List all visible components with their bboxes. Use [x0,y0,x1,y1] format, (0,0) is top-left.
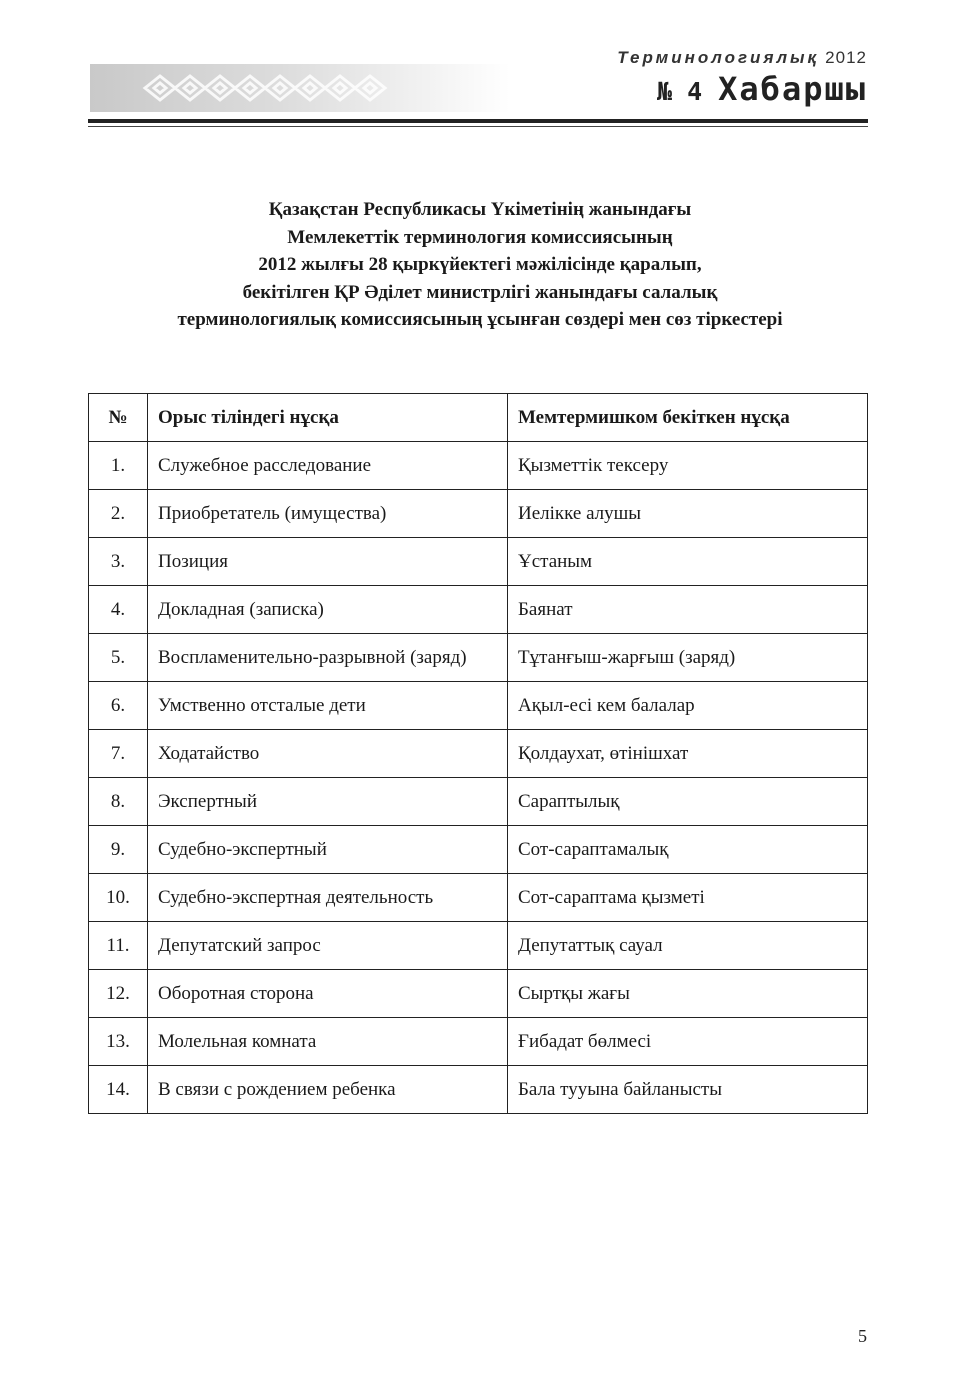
table-row [89,538,868,586]
table-row [89,970,868,1018]
header-kazakh: Мемтермишком бекіткен нұсқа [508,394,868,442]
document-title [90,196,870,334]
row-number: 4. [89,586,148,634]
table-row [89,586,868,634]
title-line: 2012 жылғы 28 қыркүйектегі мәжілісінде қаралып, [258,254,702,275]
kazakh-term: Иелікке алушы [508,490,868,538]
issue-number: № 4 [656,77,703,106]
russian-term: Молельная комната [148,1018,508,1066]
journal-year: 2012 [825,48,867,67]
table-row [89,442,868,490]
row-number: 8. [89,778,148,826]
table-row [89,1018,868,1066]
title-line: терминологиялық комиссиясының ұсынған сөздері мен сөз тіркестері [177,309,783,330]
row-number: 13. [89,1018,148,1066]
row-number: 2. [89,490,148,538]
title-line: бекітілген ҚР Әділет министрлігі жанындағы салалық [242,281,718,303]
page-number: 5 [858,1326,867,1346]
russian-term: Докладная (записка) [148,586,508,634]
header-rule-thin [88,126,868,127]
russian-term: Ходатайство [148,730,508,778]
row-number: 5. [89,634,148,682]
russian-term: Служебное расследование [148,442,508,490]
russian-term: В связи с рождением ребенка [148,1066,508,1114]
title-line: Мемлекеттік терминология комиссиясының [287,226,673,248]
table-row [89,730,868,778]
header-number: № [89,394,148,442]
title-line: Қазақстан Республикасы Үкіметінің жанындағы [268,199,692,220]
journal-title: Терминологиялық [617,48,820,67]
table-row [89,1066,868,1114]
table-row [89,490,868,538]
bulletin-title: Хабаршы [718,70,867,108]
russian-term: Депутатский запрос [148,922,508,970]
table-row [89,922,868,970]
row-number: 10. [89,874,148,922]
table-row [89,874,868,922]
kazakh-term: Қызметтік тексеру [508,442,868,490]
russian-term: Судебно-экспертная деятельность [148,874,508,922]
russian-term: Экспертный [148,778,508,826]
header-rule-thick [88,119,868,123]
terms-table [88,393,868,1114]
row-number: 6. [89,682,148,730]
kazakh-term: Ақыл-есі кем балалар [508,682,868,730]
table-row [89,634,868,682]
russian-term: Воспламенительно-разрывной (заряд) [148,634,508,682]
row-number: 9. [89,826,148,874]
row-number: 1. [89,442,148,490]
kazakh-term: Депутаттық сауал [508,922,868,970]
kazakh-term: Сот-сараптамалық [508,826,868,874]
russian-term: Приобретатель (имущества) [148,490,508,538]
table-row [89,778,868,826]
table-row [89,826,868,874]
russian-term: Позиция [148,538,508,586]
table-header-row [89,394,868,442]
kazakh-term: Сараптылық [508,778,868,826]
row-number: 14. [89,1066,148,1114]
journal-name [617,48,867,68]
kazakh-ornament-icon [140,66,400,110]
kazakh-term: Қолдаухат, өтінішхат [508,730,868,778]
row-number: 11. [89,922,148,970]
kazakh-term: Баянат [508,586,868,634]
header-russian: Орыс тіліндегі нұсқа [148,394,508,442]
kazakh-term: Ұстаным [508,538,868,586]
row-number: 3. [89,538,148,586]
issue-line [657,70,867,108]
row-number: 7. [89,730,148,778]
kazakh-term: Сыртқы жағы [508,970,868,1018]
table-body [89,442,868,1114]
russian-term: Оборотная сторона [148,970,508,1018]
kazakh-term: Сот-сараптама қызметі [508,874,868,922]
kazakh-term: Ғибадат бөлмесі [508,1018,868,1066]
table-row [89,682,868,730]
russian-term: Умственно отсталые дети [148,682,508,730]
russian-term: Судебно-экспертный [148,826,508,874]
kazakh-term: Тұтанғыш-жарғыш (заряд) [508,634,868,682]
kazakh-term: Бала тууына байланысты [508,1066,868,1114]
row-number: 12. [89,970,148,1018]
